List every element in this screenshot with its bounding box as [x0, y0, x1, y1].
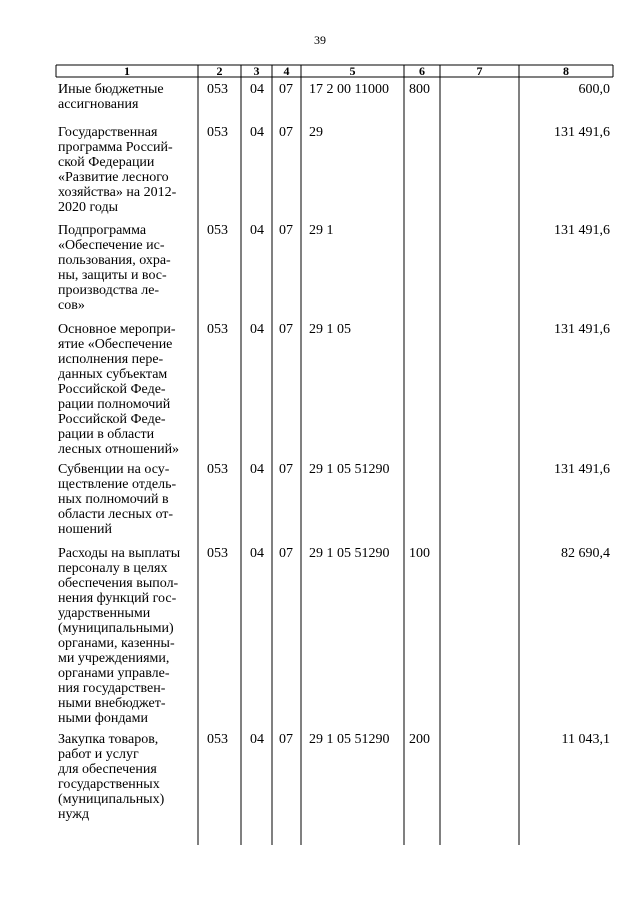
row-description: Субвенции на осу- ществление отдель- ных полномочий в области лесных от- ношений: [58, 462, 177, 537]
amount-value: 131 491,6: [554, 125, 610, 140]
row-description: Иные бюджетные ассигнования: [58, 82, 164, 112]
target-article-code: 29 1 05 51290: [309, 732, 390, 747]
expense-type-code: 800: [409, 82, 430, 97]
header-col-8: 8: [563, 64, 569, 78]
row-description: Основное меропри- ятие «Обеспечение исполнения пере- данных субъектам Российской Феде- рации полномочий Российской Феде- рации в области лесных отношений»: [58, 322, 180, 457]
target-article-code: 29 1: [309, 223, 334, 238]
row-description: Подпрограмма «Обеспечение ис- пользования, охра- ны, защиты и вос- производства ле- сов»: [58, 223, 171, 313]
section-code: 04: [250, 125, 264, 140]
header-col-2: 2: [216, 64, 223, 78]
target-article-code: 29: [309, 125, 323, 140]
ministry-code: 053: [207, 732, 228, 747]
section-code: 04: [250, 546, 264, 561]
subsection-code: 07: [279, 546, 293, 561]
header-col-1: 1: [124, 64, 130, 78]
amount-value: 11 043,1: [561, 732, 610, 747]
subsection-code: 07: [279, 732, 293, 747]
subsection-code: 07: [279, 223, 293, 238]
amount-value: 131 491,6: [554, 322, 610, 337]
ministry-code: 053: [207, 462, 228, 477]
ministry-code: 053: [207, 322, 228, 337]
header-col-3: 3: [253, 64, 260, 78]
target-article-code: 29 1 05 51290: [309, 546, 390, 561]
header-col-7: 7: [476, 64, 483, 78]
target-article-code: 29 1 05 51290: [309, 462, 390, 477]
target-article-code: 17 2 00 11000: [309, 82, 389, 97]
amount-value: 600,0: [578, 82, 610, 97]
ministry-code: 053: [207, 125, 228, 140]
amount-value: 131 491,6: [554, 462, 610, 477]
header-col-4: 4: [283, 64, 290, 78]
subsection-code: 07: [279, 322, 293, 337]
header-col-5: 5: [349, 64, 356, 78]
expense-type-code: 200: [409, 732, 430, 747]
section-code: 04: [250, 732, 264, 747]
header-col-6: 6: [419, 64, 425, 78]
subsection-code: 07: [279, 125, 293, 140]
section-code: 04: [250, 322, 264, 337]
section-code: 04: [250, 82, 264, 97]
ministry-code: 053: [207, 546, 228, 561]
subsection-code: 07: [279, 82, 293, 97]
row-description: Государственная программа Россий- ской Федерации «Развитие лесного хозяйства» на 2012- 2020 годы: [58, 125, 177, 215]
subsection-code: 07: [279, 462, 293, 477]
expense-type-code: 100: [409, 546, 430, 561]
ministry-code: 053: [207, 223, 228, 238]
ministry-code: 053: [207, 82, 228, 97]
target-article-code: 29 1 05: [309, 322, 351, 337]
page-number: 39: [314, 33, 326, 47]
amount-value: 131 491,6: [554, 223, 610, 238]
row-description: Расходы на выплаты персоналу в целях обеспечения выпол- нения функций гос- ударственными (муниципальными) органами, казенны- ми учреждениями, органами управле- ния государствен- ными внебюджет- ными фондами: [58, 546, 181, 726]
amount-value: 82 690,4: [561, 546, 610, 561]
section-code: 04: [250, 462, 264, 477]
row-description: Закупка товаров, работ и услуг для обеспечения государственных (муниципальных) нужд: [58, 732, 165, 822]
section-code: 04: [250, 223, 264, 238]
